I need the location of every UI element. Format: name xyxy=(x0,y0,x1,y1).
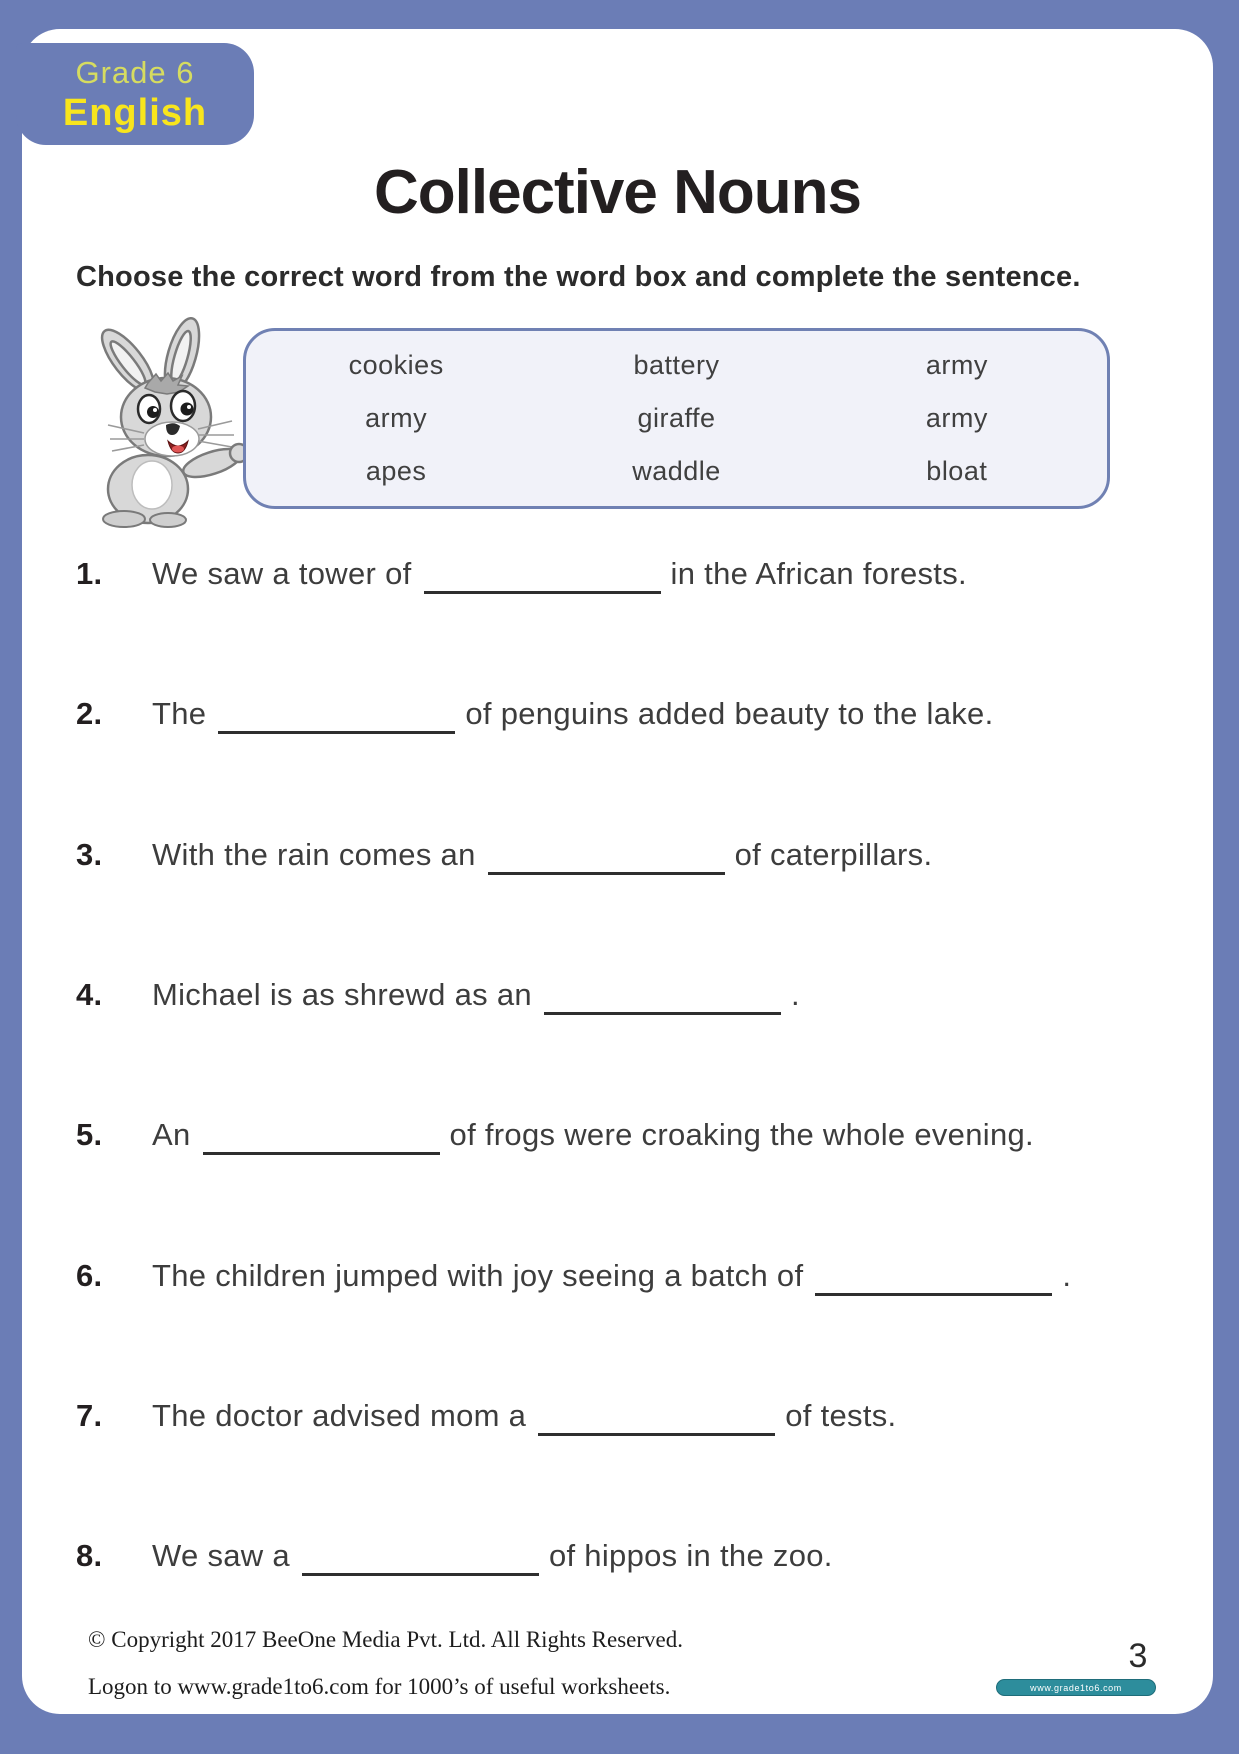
answer-blank xyxy=(488,868,725,875)
question-number: 3. xyxy=(76,837,103,872)
answer-blank xyxy=(218,727,455,734)
question-number: 6. xyxy=(76,1258,103,1293)
word-box-word: army xyxy=(365,403,428,433)
question-row xyxy=(76,837,1176,873)
word-box-word: battery xyxy=(633,350,720,380)
footer-logon-text: Logon to www.grade1to6.com for 1000’s of useful worksheets. xyxy=(88,1674,671,1699)
answer-blank xyxy=(302,1569,539,1576)
rabbit-illustration-icon xyxy=(86,317,258,529)
question-text-after: of penguins added beauty to the lake. xyxy=(465,696,994,731)
answer-blank xyxy=(203,1148,440,1155)
question-number: 8. xyxy=(76,1538,103,1573)
copyright-text: © Copyright 2017 BeeOne Media Pvt. Ltd. All Rights Reserved. xyxy=(88,1627,683,1652)
question-row xyxy=(76,696,1176,732)
word-box-word: cookies xyxy=(348,350,444,380)
question-text-before: An xyxy=(152,1117,191,1152)
question-row xyxy=(76,556,1176,592)
question-text-after: of caterpillars. xyxy=(734,837,933,872)
question-text-after: . xyxy=(790,977,800,1012)
page-number: 3 xyxy=(1128,1637,1148,1675)
question-text-before: The doctor advised mom a xyxy=(152,1398,527,1433)
question-text-after: in the African forests. xyxy=(670,556,967,591)
question-number: 4. xyxy=(76,977,103,1012)
question-text-before: Michael is as shrewd as an xyxy=(152,977,532,1012)
grade-badge xyxy=(16,43,254,145)
word-box-word: apes xyxy=(365,456,427,486)
instruction-text: Choose the correct word from the word box and complete the sentence. xyxy=(76,261,1081,293)
question-number: 2. xyxy=(76,696,103,731)
question-text-after: of frogs were croaking the whole evening. xyxy=(449,1117,1034,1152)
word-box-word: waddle xyxy=(632,456,721,486)
question-text-before: The xyxy=(152,696,207,731)
question-row xyxy=(76,1398,1176,1434)
page-title: Collective Nouns xyxy=(374,158,861,227)
question-text-before: We saw a tower of xyxy=(152,556,412,591)
question-number: 1. xyxy=(76,556,103,591)
word-box-word: army xyxy=(925,350,988,380)
grade-label: Grade 6 xyxy=(75,55,195,90)
answer-blank xyxy=(544,1008,781,1015)
question-text-after: . xyxy=(1062,1258,1072,1293)
word-box-word: giraffe xyxy=(637,403,716,433)
question-text-before: The children jumped with joy seeing a batch of xyxy=(152,1258,804,1293)
site-url-badge xyxy=(996,1679,1156,1696)
question-number: 7. xyxy=(76,1398,103,1433)
subject-label: English xyxy=(62,92,208,134)
question-row xyxy=(76,977,1176,1013)
worksheet-sheet xyxy=(22,29,1213,1714)
question-text-before: We saw a xyxy=(152,1538,290,1573)
question-text-after: of hippos in the zoo. xyxy=(548,1538,833,1573)
answer-blank xyxy=(424,587,661,594)
question-text-before: With the rain comes an xyxy=(152,837,476,872)
question-text-after: of tests. xyxy=(785,1398,897,1433)
question-row xyxy=(76,1117,1176,1153)
question-number: 5. xyxy=(76,1117,103,1152)
site-url-text: www.grade1to6.com xyxy=(1030,1682,1122,1693)
answer-blank xyxy=(815,1289,1052,1296)
word-box xyxy=(243,328,1110,509)
question-row xyxy=(76,1538,1176,1574)
answer-blank xyxy=(538,1429,775,1436)
question-row xyxy=(76,1258,1176,1294)
word-box-word: bloat xyxy=(926,456,988,486)
word-box-word: army xyxy=(925,403,988,433)
